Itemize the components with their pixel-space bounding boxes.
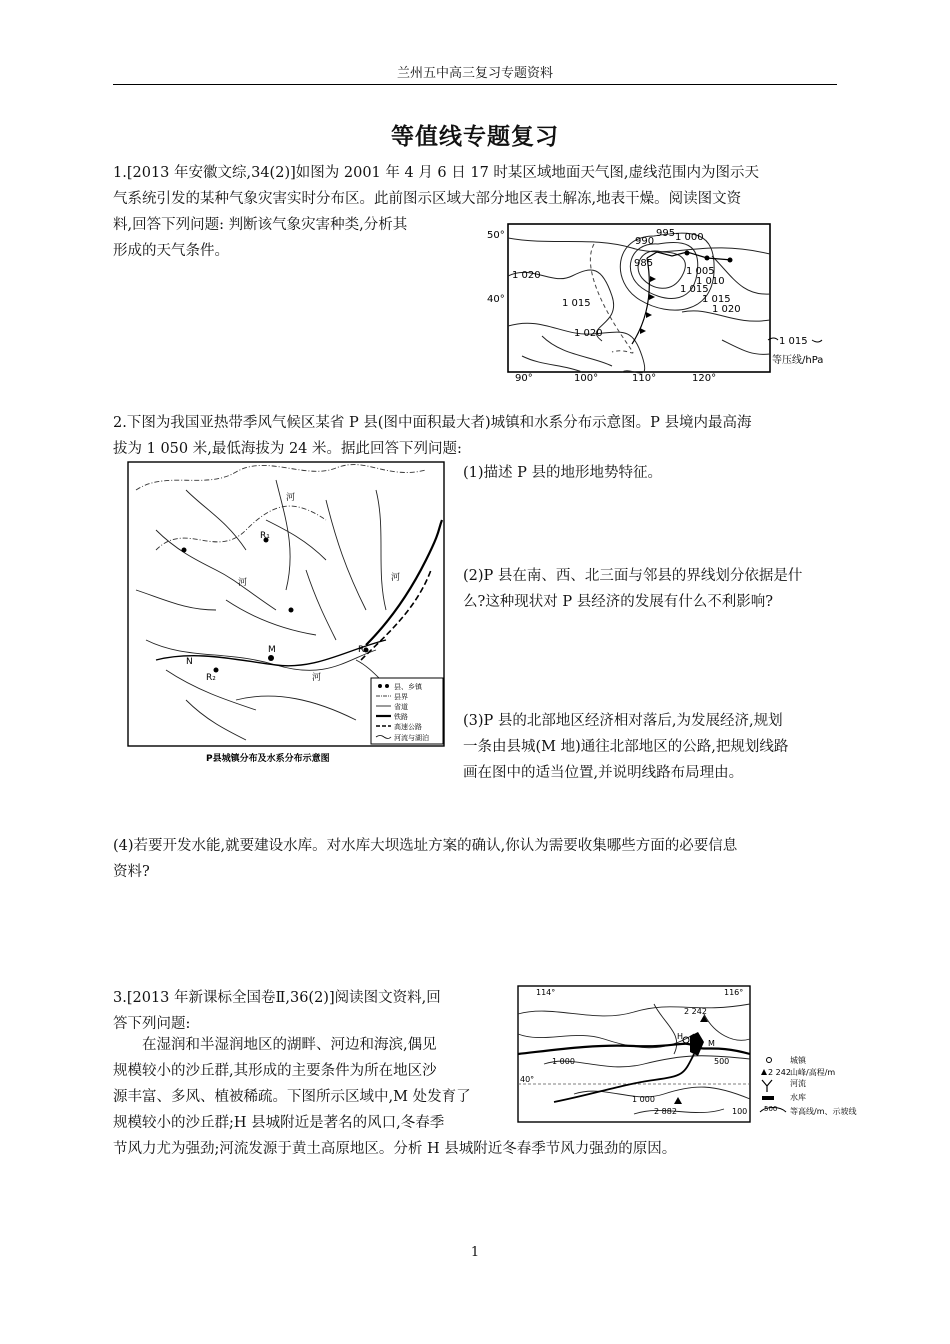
header-rule <box>113 84 837 85</box>
q2-sub4-line2: 资料? <box>113 864 150 880</box>
q1-line2: 气系统引发的某种气象灾害实时分布区。此前图示区域大部分地区表土解冻,地表干燥。阅读图文资 <box>113 191 742 207</box>
contour-label: 1 000 <box>552 1057 575 1066</box>
map-point-R2: R₂ <box>206 673 216 683</box>
legend-river: 河流 <box>790 1079 806 1088</box>
q3-line3: 在湿润和半湿润地区的湖畔、河边和海滨,偶见 <box>113 1037 437 1053</box>
legend-peak: 山峰/高程/m <box>790 1068 836 1077</box>
lat-label-50: 50° <box>487 230 505 241</box>
map-caption: P县城镇分布及水系分布示意图 <box>206 754 330 764</box>
contour-label: 100 <box>732 1107 748 1116</box>
q1-line3: 料,回答下列问题: 判断该气象灾害种类,分析其 <box>113 217 408 233</box>
isobar-label: 1 015 <box>680 284 709 295</box>
lat-label-40: 40° <box>487 294 505 305</box>
q3-line1: 3.[2013 年新课标全国卷Ⅱ,36(2)]阅读图文资料,回 <box>113 990 441 1006</box>
legend-county-border: 县界 <box>394 693 408 701</box>
q2-sub3-line1: (3)P 县的北部地区经济相对落后,为发展经济,规划 <box>463 713 783 729</box>
legend-provincial-road: 省道 <box>394 703 408 711</box>
lon-label-100: 100° <box>574 373 599 384</box>
isobar-label: 1 015 <box>562 298 591 309</box>
map-point-R3: R₃ <box>358 645 368 655</box>
contour-label: 1 000 <box>632 1095 655 1104</box>
legend-town: 县、乡镇 <box>394 683 422 691</box>
legend-town: 城镇 <box>790 1056 806 1065</box>
legend-contour: 等高线/m、示坡线 <box>790 1107 857 1116</box>
q3-terrain-map <box>514 984 876 1126</box>
river-label: 河 <box>391 573 401 583</box>
isobar-label: 1 005 <box>686 266 715 277</box>
lon-label-114: 114° <box>536 988 556 997</box>
legend-isobar-label: 等压线/hPa <box>772 355 824 366</box>
page-header: 兰州五中高三复习专题资料 <box>396 66 553 81</box>
peak-elevation-label: 2 882 <box>654 1107 677 1116</box>
q3-line6: 规模较小的沙丘群;H 县城附近是著名的风口,冬春季 <box>113 1115 445 1131</box>
q2-sub3-line2: 一条由县城(M 地)通往北部地区的公路,把规划线路 <box>463 739 789 755</box>
legend-rivers-lakes: 河流与湖泊 <box>394 734 429 742</box>
legend-expressway: 高速公路 <box>394 723 422 731</box>
isobar-label: 1 000 <box>675 232 704 243</box>
isobar-label: 1 015 <box>702 294 731 305</box>
map-point-M: M <box>268 645 276 655</box>
lon-label-110: 110° <box>632 373 657 384</box>
isobar-label: 1 020 <box>574 328 603 339</box>
isobar-label: 1 010 <box>696 276 725 287</box>
contour-label: 500 <box>714 1057 730 1066</box>
point-M-label: M <box>708 1039 715 1048</box>
q1-line4: 形成的天气条件。 <box>113 243 229 259</box>
page-number: 1 <box>470 1245 480 1260</box>
map-point-R1: R₁ <box>260 531 270 541</box>
q3-line2: 答下列问题: <box>113 1016 191 1032</box>
q1-weather-map <box>482 216 838 386</box>
town-H-label: H <box>677 1032 684 1041</box>
legend-peak-value: 2 242 <box>768 1068 791 1077</box>
isobar-label: 1 020 <box>712 304 741 315</box>
river-label: 河 <box>238 578 248 588</box>
page-title: 等值线专题复习 <box>391 123 559 150</box>
isobar-label: 985 <box>634 258 654 269</box>
q3-line5: 源丰富、多风、植被稀疏。下图所示区域中,M 处发育了 <box>113 1089 471 1105</box>
legend-isobar-value: 1 015 <box>779 336 808 347</box>
lat-label-40: 40° <box>520 1075 535 1084</box>
q2-county-map <box>126 460 448 770</box>
map-point-N: N <box>186 657 193 667</box>
lon-label-116: 116° <box>724 988 744 997</box>
q1-line1: 1.[2013 年安徽文综,34(2)]如图为 2001 年 4 月 6 日 17 时某区域地面天气图,虚线范围内为图示天 <box>113 165 760 181</box>
lon-label-90: 90° <box>515 373 533 384</box>
lon-label-120: 120° <box>692 373 717 384</box>
q2-sub1: (1)描述 P 县的地形地势特征。 <box>463 465 663 481</box>
q3-line7: 节风力尤为强劲;河流发源于黄土高原地区。分析 H 县城附近冬春季节风力强劲的原因。 <box>113 1141 677 1157</box>
q2-line2: 拔为 1 050 米,最低海拔为 24 米。据此回答下列问题: <box>113 441 462 457</box>
isobar-label: 990 <box>635 236 655 247</box>
river-label: 河 <box>286 493 296 503</box>
q2-sub4-line1: (4)若要开发水能,就要建设水库。对水库大坝选址方案的确认,你认为需要收集哪些方面的必要信息 <box>113 838 738 854</box>
isobar-label: 995 <box>656 228 676 239</box>
q2-sub2-line1: (2)P 县在南、西、北三面与邻县的界线划分依据是什 <box>463 568 803 584</box>
peak-elevation-label: 2 242 <box>684 1007 707 1016</box>
q2-sub3-line3: 画在图中的适当位置,并说明线路布局理由。 <box>463 765 744 781</box>
river-label: 河 <box>312 673 322 683</box>
q2-sub2-line2: 么?这种现状对 P 县经济的发展有什么不利影响? <box>463 594 774 610</box>
q2-line1: 2.下图为我国亚热带季风气候区某省 P 县(图中面积最大者)城镇和水系分布示意图。P 县境内最高海 <box>113 415 752 431</box>
legend-contour-value: 500 <box>764 1105 778 1113</box>
legend-railway: 铁路 <box>394 713 408 721</box>
legend-reservoir: 水库 <box>790 1093 806 1102</box>
isobar-label: 1 020 <box>512 270 541 281</box>
q3-line4: 规模较小的沙丘群,其形成的主要条件为所在地区沙 <box>113 1063 437 1079</box>
